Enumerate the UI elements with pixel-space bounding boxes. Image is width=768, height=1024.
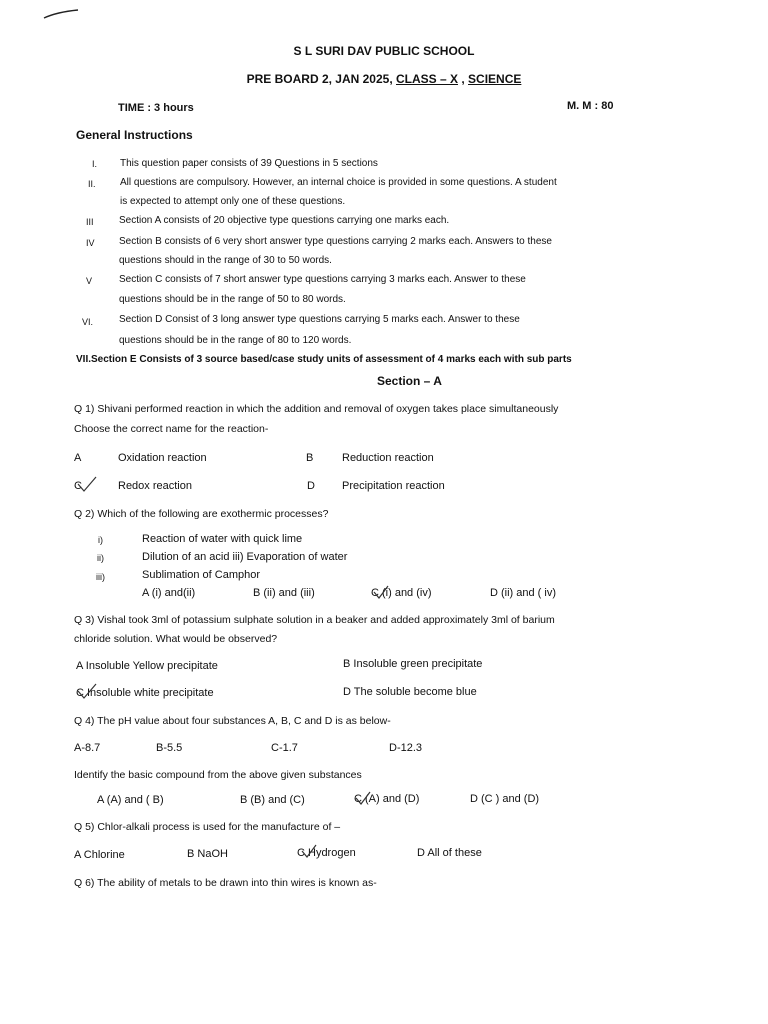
option: D (C ) and (D)	[470, 793, 540, 805]
instruction-vii: VII.Section E Consists of 3 source based/case study units of assessment of 4 marks each with sub parts	[76, 354, 572, 365]
instruction-line: Section D Consist of 3 long answer type questions carrying 5 marks each. Answer to these	[119, 314, 520, 325]
tick-mark	[372, 583, 390, 601]
option: A (A) and ( B)	[97, 794, 164, 806]
instruction-line: Section C consists of 7 short answer type questions carrying 3 marks each. Answer to these	[119, 274, 526, 285]
instruction-line: Section A consists of 20 objective type questions carrying one marks each.	[119, 215, 450, 226]
option: A Insoluble Yellow precipitate	[76, 660, 218, 672]
option-key: B	[306, 452, 314, 464]
question-text: Identify the basic compound from the above given substances	[74, 769, 362, 781]
ph-value: B-5.5	[156, 742, 183, 754]
instruction-num: II.	[88, 179, 96, 189]
option: B (B) and (C)	[240, 794, 305, 806]
option-key: D	[307, 480, 315, 492]
sub-item-num: iii)	[96, 572, 105, 582]
option-label: Oxidation reaction	[118, 452, 207, 464]
sub-item-label: Dilution of an acid iii) Evaporation of water	[142, 551, 348, 563]
question-text: Q 4) The pH value about four substances A, B, C and D is as below-	[74, 715, 391, 727]
instruction-line: Section B consists of 6 very short answer type questions carrying 2 marks each. Answers to these	[119, 236, 552, 247]
ph-value: D-12.3	[389, 742, 423, 754]
class-label: CLASS – X	[396, 72, 459, 86]
option: A Chlorine	[74, 849, 125, 861]
tick-mark	[76, 474, 98, 494]
option-key: C	[74, 480, 82, 492]
option: B Insoluble green precipitate	[343, 658, 483, 670]
instruction-line: All questions are compulsory. However, an internal choice is provided in some questions. A student	[120, 177, 557, 188]
tick-mark	[76, 681, 98, 701]
section-title: Section – A	[377, 374, 442, 388]
time-label: TIME : 3 hours	[118, 102, 194, 114]
ph-value: A-8.7	[74, 742, 101, 754]
option-label: Reduction reaction	[342, 452, 434, 464]
max-marks: M. M : 80	[567, 100, 614, 112]
instruction-line: questions should be in the range of 50 to 80 words.	[119, 294, 346, 305]
instruction-num: VI.	[82, 317, 94, 327]
option: D (ii) and ( iv)	[490, 587, 557, 599]
question-text: Q 6) The ability of metals to be drawn into thin wires is known as-	[74, 877, 377, 889]
instruction-num: I.	[92, 159, 98, 169]
sub-item-label: Sublimation of Camphor	[142, 569, 261, 581]
instruction-line: questions should be in the range of 80 to 120 words.	[119, 335, 352, 346]
option: B (ii) and (iii)	[253, 587, 315, 599]
option: D All of these	[417, 847, 482, 859]
option-key: A	[74, 452, 82, 464]
ph-value: C-1.7	[271, 742, 298, 754]
option: D The soluble become blue	[343, 686, 477, 698]
instruction-num: V	[86, 276, 93, 286]
question-text: chloride solution. What would be observed?	[74, 633, 278, 645]
instruction-line: This question paper consists of 39 Questions in 5 sections	[120, 158, 378, 169]
option: C Hydrogen	[297, 847, 356, 859]
option: C (A) and (D)	[354, 793, 420, 805]
sub-item-num: ii)	[97, 553, 104, 563]
question-text: Q 1) Shivani performed reaction in which the addition and removal of oxygen takes place simultaneously	[74, 403, 559, 415]
instruction-line: questions should in the range of 30 to 50 words.	[119, 255, 332, 266]
option: A (i) and(ii)	[142, 587, 196, 599]
instructions-title: General Instructions	[76, 128, 193, 142]
option-label: Redox reaction	[118, 480, 192, 492]
pen-scribble-mark	[42, 6, 82, 22]
school-name: S L SURI DAV PUBLIC SCHOOL	[293, 44, 475, 58]
tick-mark	[300, 842, 318, 860]
instruction-line: is expected to attempt only one of these questions.	[120, 196, 346, 207]
option-label: Precipitation reaction	[342, 480, 445, 492]
question-text: Q 3) Vishal took 3ml of potassium sulphate solution in a beaker and added approximately 3ml of barium	[74, 614, 555, 626]
question-text: Q 2) Which of the following are exothermic processes?	[74, 508, 329, 520]
instruction-num: III	[86, 217, 94, 227]
title-separator: ,	[458, 72, 469, 86]
tick-mark	[354, 789, 372, 807]
option: B NaOH	[187, 848, 228, 860]
subject-label: SCIENCE	[468, 72, 522, 86]
sub-item-label: Reaction of water with quick lime	[142, 533, 303, 545]
sub-item-num: i)	[98, 535, 103, 545]
exam-prefix: PRE BOARD 2, JAN 2025,	[246, 72, 396, 86]
question-text: Choose the correct name for the reaction-	[74, 423, 269, 435]
question-text: Q 5) Chlor-alkali process is used for the manufacture of –	[74, 821, 341, 833]
option: C (i) and (iv)	[371, 587, 432, 599]
exam-title	[0, 73, 768, 86]
option: C Insoluble white precipitate	[76, 687, 214, 699]
instruction-num: IV	[86, 238, 95, 248]
